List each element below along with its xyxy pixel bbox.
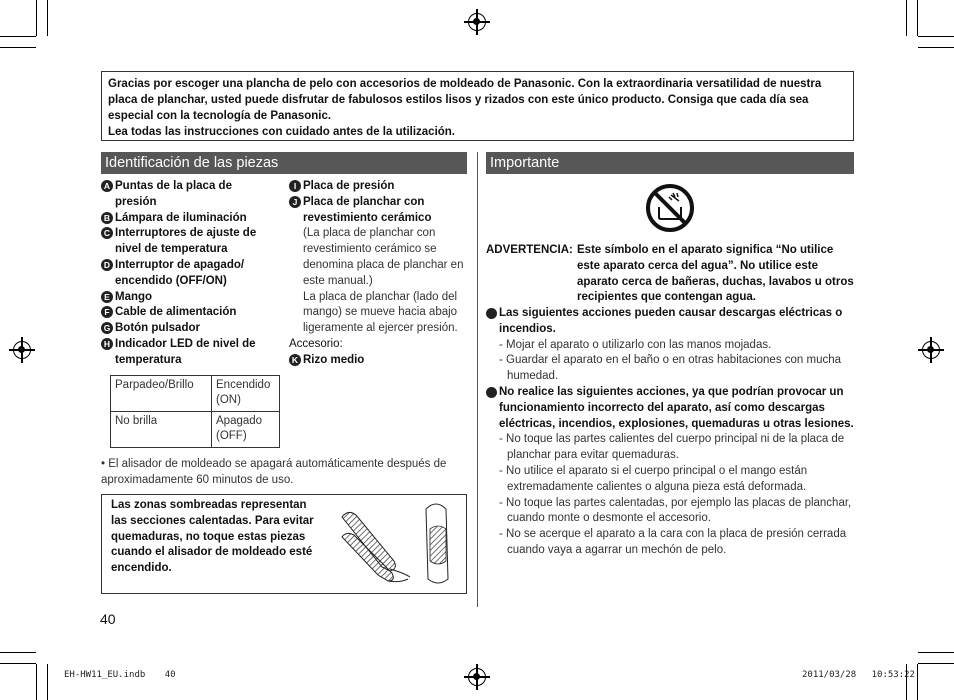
- part-item: [101, 179, 271, 211]
- accessory-label: Accesorio:: [289, 337, 343, 350]
- identification-title: Identificación de las piezas: [101, 152, 467, 174]
- part-name: Placa de planchar con revestimiento cerámico: [303, 195, 432, 224]
- part-letter: C: [101, 227, 113, 239]
- bullet-item: - Guardar el aparato en el baño o en otras habitaciones con mucha humedad.: [499, 354, 842, 383]
- no-water-warning-icon: [645, 183, 695, 233]
- part-item: [101, 258, 271, 290]
- crop-mark: [0, 652, 36, 653]
- warning-bullet-2: [486, 385, 854, 559]
- bullet-item: - No se acerque el aparato a la cara con la placa de presión cerrada cuando vaya a agarrar un mechón de pelo.: [499, 528, 847, 556]
- registration-mark-icon: [13, 341, 31, 359]
- part-item: [101, 321, 271, 337]
- table-row: [111, 376, 280, 412]
- intro-paragraph: Gracias por escoger una plancha de pelo con accesorios de moldeado de Panasonic. Con la extraordinaria versatilidad de nuestra placa de planchar, usted puede disfrutar de fabulosos estilos lisos y rizados con este único producto. Consiga que cada día sea especial con la tecnología de Panasonic.: [108, 78, 822, 122]
- bullet-item: - No toque las partes calientes del cuerpo principal ni de la placa de planchar para evitar quemaduras.: [499, 433, 845, 462]
- part-letter: K: [289, 354, 301, 366]
- page-number: 40: [100, 611, 116, 627]
- print-footer: [64, 670, 176, 680]
- column-divider: [477, 152, 478, 607]
- part-letter: B: [101, 212, 113, 224]
- part-letter: J: [289, 196, 301, 208]
- bullet-head: No realice las siguientes acciones, ya que podrían provocar un funcionamiento incorrecto del aparato, así como descargas eléctricas, incendios, explosiones, quemaduras u otras lesiones.: [486, 385, 854, 432]
- part-name: Placa de presión: [303, 180, 395, 192]
- advertencia-label: ADVERTENCIA:: [486, 244, 573, 256]
- crop-mark: [917, 0, 918, 36]
- intro-instruction: Lea todas las instrucciones con cuidado antes de la utilización.: [108, 126, 456, 138]
- part-item: [101, 337, 271, 369]
- bullet-item: - Mojar el aparato o utilizarlo con las manos mojadas.: [499, 338, 772, 351]
- crop-mark: [917, 664, 918, 700]
- warning-bullet-1: [486, 306, 854, 385]
- auto-off-note: • El alisador de moldeado se apagará automáticamente después de aproximadamente 60 minutos de uso.: [101, 458, 447, 486]
- table-row: [111, 412, 280, 448]
- part-description: (La placa de planchar con revestimiento cerámico se denomina placa de planchar en este manual.): [303, 227, 464, 287]
- part-item: [289, 179, 467, 195]
- part-name: Botón pulsador: [115, 322, 200, 335]
- crop-mark: [47, 664, 48, 700]
- important-title: Importante: [486, 152, 854, 174]
- accessory-item: [289, 353, 467, 369]
- part-name: Cable de alimentación: [115, 306, 237, 319]
- bullet-item: - No utilice el aparato si el cuerpo principal o el mango están extremadamente calientes o alguna pieza está deformada.: [499, 464, 808, 493]
- hot-zone-warning-text: Las zonas sombreadas representan las secciones calentadas. Para evitar quemaduras, no toque estas piezas cuando el alisador de moldeado esté encendido.: [111, 499, 314, 575]
- crop-mark: [906, 0, 907, 36]
- crop-mark: [36, 0, 37, 36]
- crop-mark: [0, 47, 36, 48]
- table-cell: Encendido (ON): [212, 376, 280, 412]
- registration-mark-icon: [922, 341, 940, 359]
- part-letter: H: [101, 338, 113, 350]
- shaded-iron-illustration-icon: [334, 499, 462, 591]
- part-item: [101, 290, 271, 306]
- table-cell: No brilla: [111, 412, 212, 448]
- intro-box: [101, 71, 854, 141]
- registration-mark-icon: [468, 13, 486, 31]
- footer-page: 40: [164, 670, 176, 680]
- footer-date: 2011/03/28: [802, 670, 857, 680]
- crop-mark: [47, 0, 48, 36]
- crop-mark: [918, 652, 954, 653]
- crop-mark: [918, 663, 954, 664]
- part-name: Mango: [115, 290, 153, 303]
- part-letter: I: [289, 180, 301, 192]
- part-item: [101, 305, 271, 321]
- part-name: Lámpara de iluminación: [115, 211, 247, 224]
- part-item: [289, 195, 467, 337]
- bullet-head: Las siguientes acciones pueden causar descargas eléctricas o incendios.: [486, 306, 854, 338]
- parts-list-right: [289, 179, 467, 369]
- part-letter: F: [101, 306, 113, 318]
- part-name: Rizo medio: [303, 353, 365, 366]
- advertencia-block: [486, 243, 854, 306]
- crop-mark: [918, 47, 954, 48]
- part-name: Interruptores de ajuste de nivel de temperatura: [115, 227, 257, 256]
- part-item: [101, 226, 271, 258]
- crop-mark: [0, 36, 36, 37]
- part-name: Puntas de la placa de presión: [115, 180, 232, 208]
- led-indicator-table: [110, 375, 280, 448]
- footer-file: EH-HW11_EU.indb: [64, 670, 146, 680]
- part-item: [101, 211, 271, 227]
- table-cell: Apagado (OFF): [212, 412, 280, 448]
- registration-mark-icon: [468, 668, 486, 686]
- part-letter: A: [101, 180, 113, 192]
- parts-list-left: [101, 179, 271, 369]
- table-cell: Parpadeo/Brillo: [111, 376, 212, 412]
- part-letter: E: [101, 291, 113, 303]
- part-name: Indicador LED de nivel de temperatura: [115, 337, 256, 366]
- part-letter: G: [101, 322, 113, 334]
- part-name: Interruptor de apagado/ encendido (OFF/ON): [115, 258, 245, 287]
- bullet-item: - No toque las partes calentadas, por ejemplo las placas de planchar, cuando monte o desmonte el accesorio.: [499, 496, 852, 525]
- print-footer-date: [802, 670, 915, 680]
- part-description: La placa de planchar (lado del mango) se mueve hacia abajo ligeramente al ejercer presión.: [303, 290, 458, 335]
- hot-zone-warning-box: [101, 494, 467, 594]
- crop-mark: [0, 663, 36, 664]
- crop-mark: [36, 664, 37, 700]
- crop-mark: [918, 36, 954, 37]
- footer-time: 10:53:22: [871, 670, 915, 680]
- part-letter: D: [101, 259, 113, 271]
- advertencia-text: Este símbolo en el aparato significa “No utilice este aparato cerca del agua”. No utilice este aparato cerca de bañeras, duchas, lavabos u otros recipientes que contengan agua.: [577, 244, 854, 304]
